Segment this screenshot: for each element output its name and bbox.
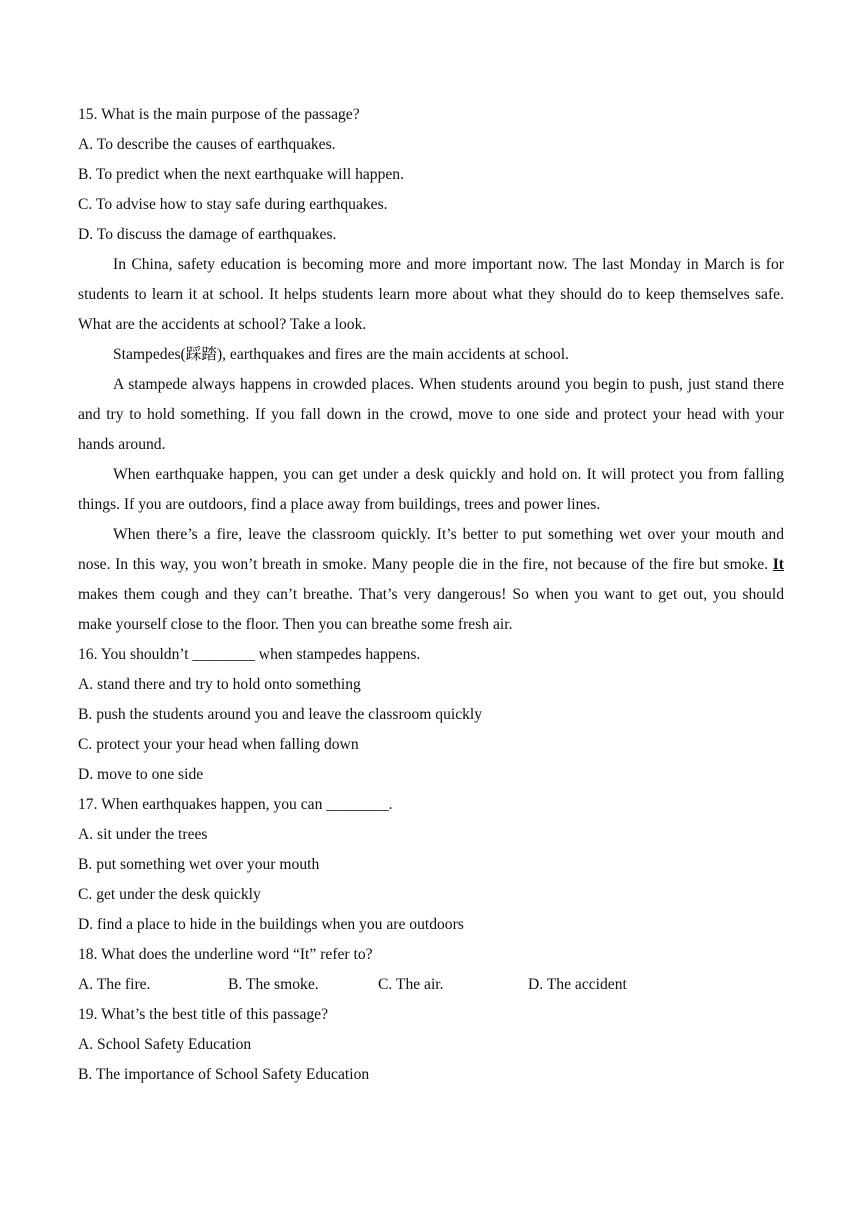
q16-option-a: A. stand there and try to hold onto something — [78, 676, 361, 693]
q18-options-row — [78, 970, 784, 1000]
passage-paragraph-1: In China, safety education is becoming more and more important now. The last Monday in March is for students to learn it at school. It helps students learn more about what they should do to keep themselves safe. What are the accidents at school? Take a look. — [78, 256, 784, 333]
q18-option-a: A. The fire. — [78, 976, 151, 993]
underlined-word-it: It — [772, 556, 784, 573]
passage-paragraph-3: A stampede always happens in crowded places. When students around you begin to push, just stand there and try to hold something. If you fall down in the crowd, move to one side and protect your head with your hands around. — [78, 376, 784, 453]
paragraph-5-part-1: When there’s a fire, leave the classroom quickly. It’s better to put something wet over your mouth and nose. In this way, you won’t breath in smoke. Many people die in the fire, not because of the fire but smoke. — [78, 526, 784, 573]
q16-option-b: B. push the students around you and leave the classroom quickly — [78, 706, 483, 723]
question-17: 17. When earthquakes happen, you can ________. — [78, 796, 393, 813]
question-19: 19. What’s the best title of this passage? — [78, 1006, 329, 1023]
q17-option-c: C. get under the desk quickly — [78, 886, 261, 903]
q15-option-a: A. To describe the causes of earthquakes. — [78, 136, 336, 153]
paragraph-5-part-2: makes them cough and they can’t breathe. That’s very dangerous! So when you want to get out, you should make yourself close to the floor. Then you can breathe some fresh air. — [78, 586, 784, 633]
q19-option-b: B. The importance of School Safety Education — [78, 1066, 370, 1083]
q17-option-b: B. put something wet over your mouth — [78, 856, 320, 873]
q17-option-d: D. find a place to hide in the buildings when you are outdoors — [78, 916, 464, 933]
passage-paragraph-2: Stampedes(踩踏), earthquakes and fires are the main accidents at school. — [113, 346, 569, 363]
q15-option-b: B. To predict when the next earthquake will happen. — [78, 166, 404, 183]
q18-option-d: D. The accident — [528, 976, 627, 993]
q15-option-d: D. To discuss the damage of earthquakes. — [78, 226, 337, 243]
q15-option-c: C. To advise how to stay safe during earthquakes. — [78, 196, 388, 213]
question-15: 15. What is the main purpose of the passage? — [78, 106, 360, 123]
q16-option-d: D. move to one side — [78, 766, 204, 783]
question-18: 18. What does the underline word “It” refer to? — [78, 946, 373, 963]
passage-paragraph-4: When earthquake happen, you can get under a desk quickly and hold on. It will protect you from falling things. If you are outdoors, find a place away from buildings, trees and power lines. — [78, 466, 784, 513]
q18-option-b: B. The smoke. — [228, 976, 319, 993]
q17-option-a: A. sit under the trees — [78, 826, 208, 843]
document-content — [78, 100, 784, 1090]
q16-option-c: C. protect your your head when falling down — [78, 736, 359, 753]
q18-option-c: C. The air. — [378, 976, 444, 993]
q19-option-a: A. School Safety Education — [78, 1036, 252, 1053]
question-16: 16. You shouldn’t ________ when stampedes happens. — [78, 646, 421, 663]
passage-paragraph-5 — [78, 520, 784, 640]
